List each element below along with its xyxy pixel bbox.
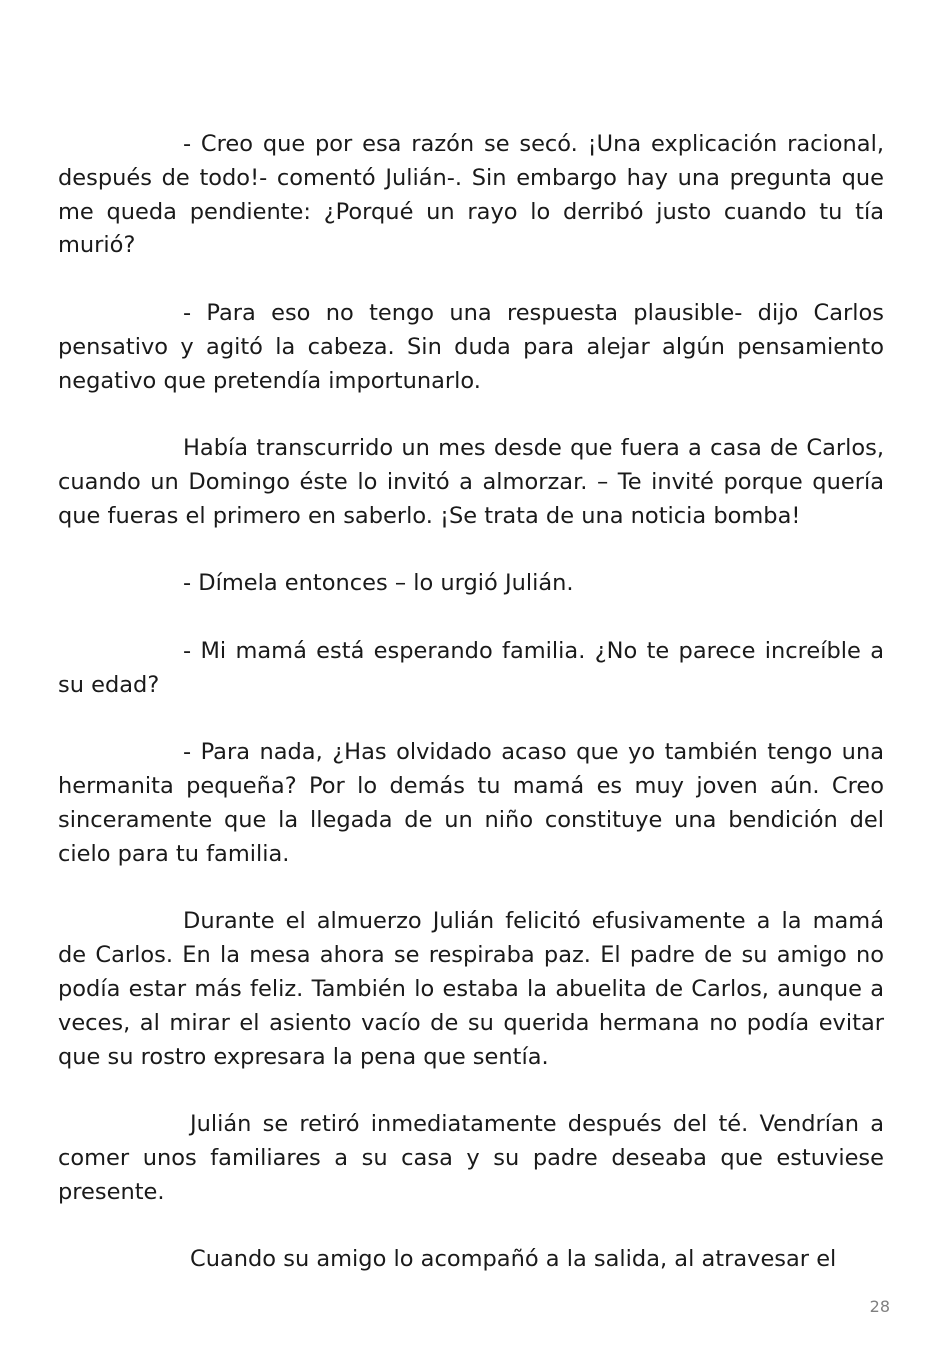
paragraph-1: - Creo que por esa razón se secó. ¡Una explicación racional, después de todo!- comentó Julián-. Sin embargo hay una pregunta que me queda pendiente: ¿Porqué un rayo lo derribó justo cuando tu tía murió? [58, 131, 884, 259]
paragraph-8: Julián se retiró inmediatamente después del té. Vendrían a comer unos familiares a su casa y su padre deseaba que estuviese presente. [58, 1111, 884, 1205]
paragraph-9: Cuando su amigo lo acompañó a la salida, al atravesar el [190, 1246, 837, 1273]
paragraph-7: Durante el almuerzo Julián felicitó efusivamente a la mamá de Carlos. En la mesa ahora se respiraba paz. El padre de su amigo no podía estar más feliz. También lo estaba la abuelita de Carlos, aunque a veces, al mirar el asiento vacío de su querida hermana no podía evitar que su rostro expresara la pena que sentía. [58, 908, 884, 1070]
paragraph-4: - Dímela entonces – lo urgió Julián. [183, 570, 574, 597]
paragraph-2: - Para eso no tengo una respuesta plausible- dijo Carlos pensativo y agitó la cabeza. Sin duda para alejar algún pensamiento negativo que pretendía importunarlo. [58, 299, 884, 394]
paragraph-6: - Para nada, ¿Has olvidado acaso que yo también tengo una hermanita pequeña? Por lo demás tu mamá es muy joven aún. Creo sinceramente que la llegada de un niño constituye una bendición del cielo para tu familia. [58, 739, 884, 867]
paragraph-5: - Mi mamá está esperando familia. ¿No te parece increíble a su edad? [58, 637, 884, 698]
paragraph-3: Había transcurrido un mes desde que fuera a casa de Carlos, cuando un Domingo éste lo invitó a almorzar. – Te invité porque quería que fueras el primero en saberlo. ¡Se trata de una noticia bomba! [58, 435, 884, 529]
page-number: 28 [869, 1297, 890, 1316]
body-text [58, 128, 884, 1277]
